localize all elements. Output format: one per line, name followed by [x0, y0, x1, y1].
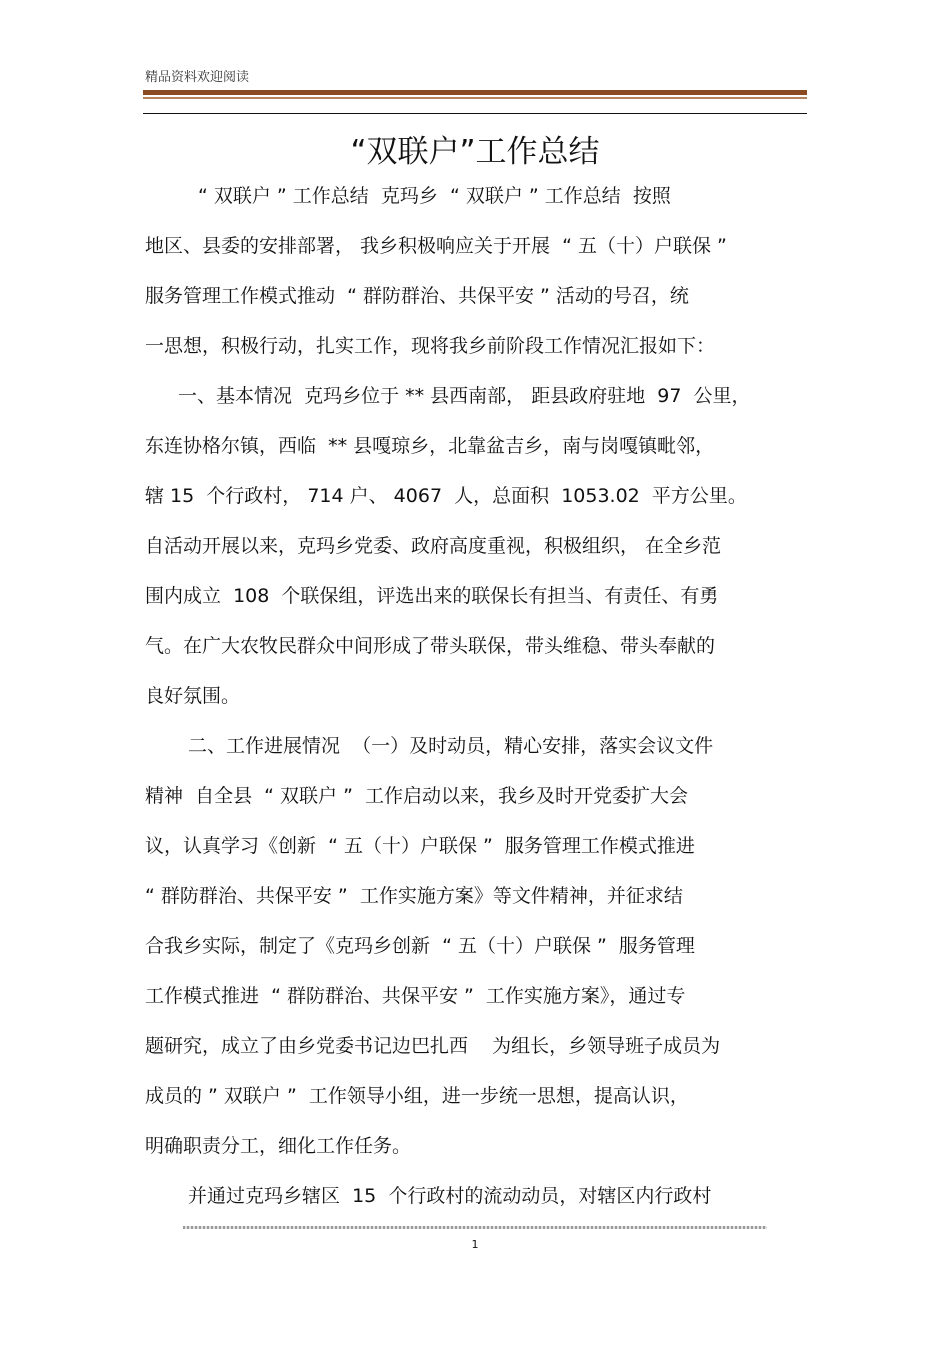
body-line: “ 群防群治、共保平安 ” 工作实施方案》等文件精神，并征求结: [145, 885, 683, 907]
header-rule-accent: [143, 97, 807, 99]
footer-rule: [183, 1226, 767, 1229]
body-line: “ 双联户 ” 工作总结 克玛乡 “ 双联户 ” 工作总结 按照: [198, 185, 671, 207]
body-line: 地区、县委的安排部署， 我乡积极响应关于开展 “ 五（十）户联保 ”: [145, 235, 727, 257]
body-line: 气。在广大农牧民群众中间形成了带头联保，带头维稳、带头奉献的: [145, 635, 716, 657]
body-line: 并通过克玛乡辖区 15 个行政村的流动动员，对辖区内行政村: [188, 1185, 712, 1207]
header-rule-thin: [143, 113, 807, 114]
body-line: 议，认真学习《创新 “ 五（十）户联保 ” 服务管理工作模式推进: [145, 835, 695, 857]
body-line: 自活动开展以来，克玛乡党委、政府高度重视，积极组织， 在全乡范: [145, 535, 722, 557]
document-title: “双联户”工作总结: [350, 134, 600, 170]
body-line: 辖 15 个行政村， 714 户、 4067 人，总面积 1053.02 平方公里。: [145, 485, 747, 507]
page-number: 1: [471, 1238, 479, 1251]
body-line: 一、基本情况 克玛乡位于 ** 县西南部， 距县政府驻地 97 公里，: [178, 385, 751, 407]
body-line: 围内成立 108 个联保组，评选出来的联保长有担当、有责任、有勇: [145, 585, 719, 607]
page-header-text: 精品资料欢迎阅读: [145, 70, 250, 85]
body-line: 良好氛围。: [145, 685, 241, 707]
body-line: 服务管理工作模式推动 “ 群防群治、共保平安 ” 活动的号召，统: [145, 285, 689, 307]
body-line: 题研究，成立了由乡党委书记边巴扎西 为组长，乡领导班子成员为: [145, 1035, 721, 1057]
header-rule-thick: [143, 90, 807, 95]
body-line: 东连协格尔镇，西临 ** 县嘎琼乡，北靠盆吉乡，南与岗嘎镇毗邻，: [145, 435, 715, 457]
body-line: 精神 自全县 “ 双联户 ” 工作启动以来，我乡及时开党委扩大会: [145, 785, 689, 807]
body-line: 工作模式推进 “ 群防群治、共保平安 ” 工作实施方案》，通过专: [145, 985, 686, 1007]
body-line: 合我乡实际，制定了《克玛乡创新 “ 五（十）户联保 ” 服务管理: [145, 935, 695, 957]
body-line: 二、工作进展情况 （一）及时动员，精心安排，落实会议文件: [188, 735, 714, 757]
body-line: 一思想，积极行动，扎实工作，现将我乡前阶段工作情况汇报如下：: [145, 335, 716, 357]
body-line: 成员的 ” 双联户 ” 工作领导小组，进一步统一思想，提高认识，: [145, 1085, 689, 1107]
body-line: 明确职责分工，细化工作任务。: [145, 1135, 412, 1157]
